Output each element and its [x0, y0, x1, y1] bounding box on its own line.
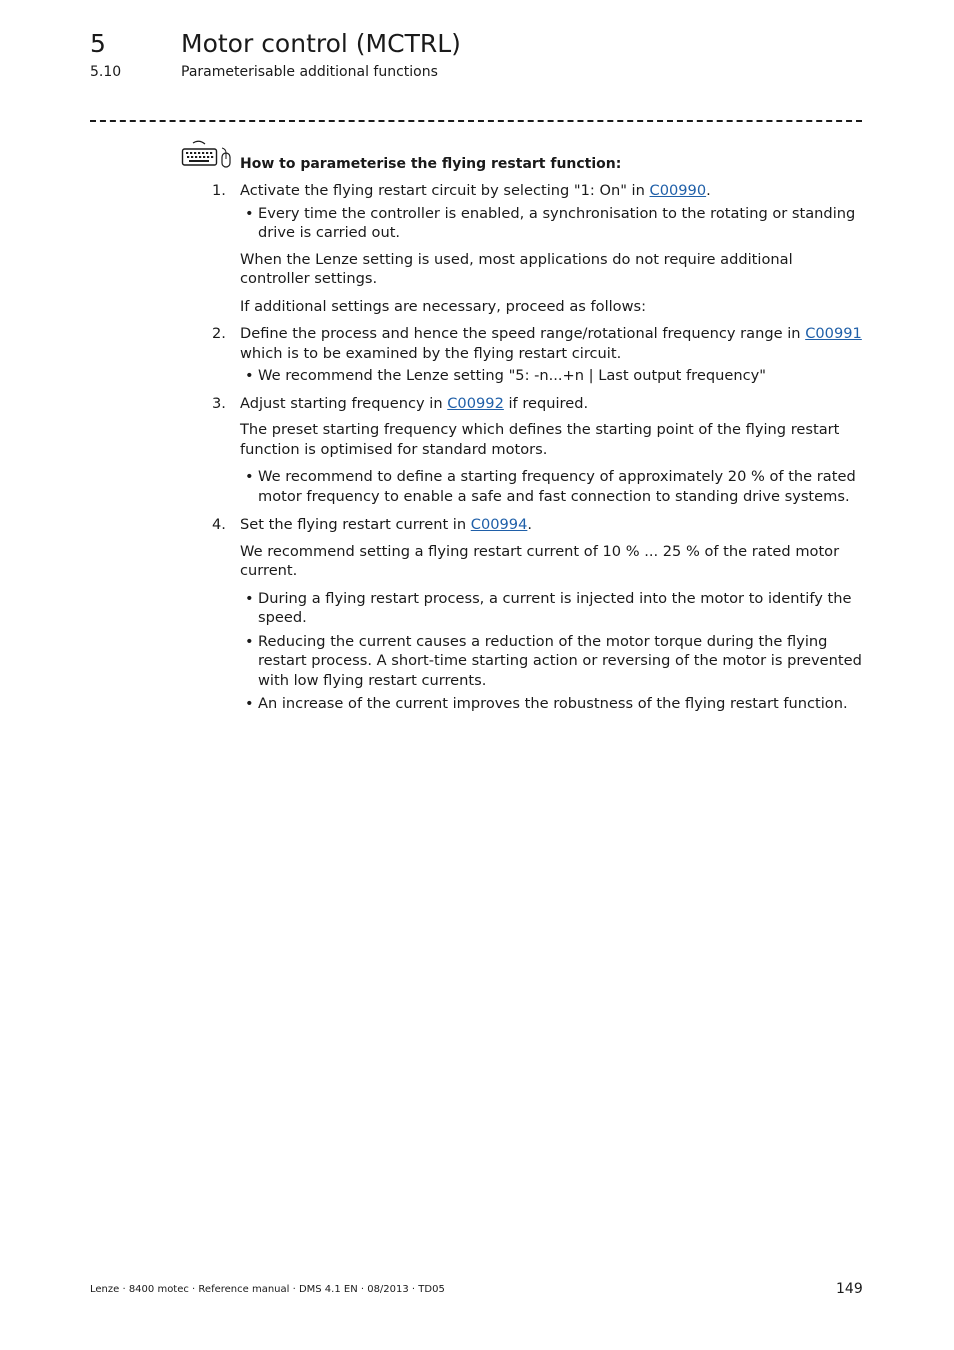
step-1: [212, 181, 862, 201]
paragraph: When the Lenze setting is used, most applications do not require additional controller settings.: [240, 250, 793, 287]
header-divider: [90, 120, 862, 122]
step-text-end: .: [706, 182, 711, 199]
bullet-text: Reducing the current causes a reduction of the motor torque during the flying restart process. A short-time starting action or reversing of the motor is prevented with low flying restart currents.: [258, 632, 862, 689]
parameter-link-c00991[interactable]: C00991: [805, 325, 862, 342]
list-item: [212, 467, 862, 506]
bullet-icon: •: [245, 632, 254, 650]
parameter-link-c00994[interactable]: C00994: [470, 516, 528, 533]
step-3: [212, 394, 862, 414]
list-item: [212, 366, 862, 386]
procedure-heading: How to parameterise the flying restart function:: [240, 156, 622, 172]
step-number: 3.: [212, 394, 226, 412]
bullet-icon: •: [245, 204, 254, 222]
chapter-title: Motor control (MCTRL): [181, 29, 461, 58]
step-text-end: .: [527, 516, 533, 533]
step-text: Define the process and hence the speed range/rotational frequency range in: [240, 325, 806, 342]
section-title: Parameterisable additional functions: [181, 64, 438, 80]
step-text-end: which is to be examined by the flying restart circuit.: [240, 344, 622, 362]
chapter-number: 5: [90, 29, 106, 58]
paragraph: We recommend setting a flying restart current of 10 % ... 25 % of the rated motor current.: [240, 542, 840, 579]
step-4: [212, 515, 862, 535]
step-text: Activate the flying restart circuit by selecting "1: On" in: [240, 182, 650, 199]
parameter-link-c00992[interactable]: C00992: [447, 394, 504, 412]
section-number: 5.10: [90, 64, 122, 80]
list-item: [212, 632, 862, 691]
list-item: [212, 694, 862, 714]
list-item: [212, 589, 862, 628]
parameter-link-c00990[interactable]: C00990: [649, 182, 707, 199]
procedure-steps: [212, 181, 862, 718]
bullet-text: We recommend the Lenze setting "5: -n...+n | Last output frequency": [258, 367, 766, 384]
bullet-icon: •: [245, 695, 254, 712]
bullet-text: An increase of the current improves the robustness of the flying restart function.: [258, 695, 848, 712]
list-item: [212, 204, 862, 243]
step-number: 4.: [212, 516, 226, 533]
page-number: 149: [836, 1281, 863, 1297]
step-number: 2.: [212, 325, 226, 342]
bullet-icon: •: [245, 367, 254, 384]
footer-text: Lenze · 8400 motec · Reference manual · DMS 4.1 EN · 08/2013 · TD05: [90, 1284, 445, 1295]
step-text: Adjust starting frequency in: [240, 394, 448, 412]
bullet-icon: •: [245, 468, 254, 485]
step-text-end: if required.: [503, 394, 589, 412]
paragraph: The preset starting frequency which defines the starting point of the flying restart function is optimised for standard motors.: [240, 421, 840, 458]
keyboard-mouse-icon: [181, 140, 233, 170]
paragraph: If additional settings are necessary, proceed as follows:: [240, 297, 647, 315]
step-number: 1.: [212, 182, 226, 199]
bullet-icon: •: [245, 589, 254, 607]
bullet-text: Every time the controller is enabled, a synchronisation to the rotating or standing drive is carried out.: [258, 204, 856, 241]
step-text: Set the flying restart current in: [240, 516, 471, 533]
step-2: [212, 324, 862, 363]
bullet-text: We recommend to define a starting frequency of approximately 20 % of the rated motor frequency to enable a safe and fast connection to standing drive systems.: [258, 468, 856, 505]
bullet-text: During a flying restart process, a current is injected into the motor to identify the speed.: [258, 589, 852, 626]
